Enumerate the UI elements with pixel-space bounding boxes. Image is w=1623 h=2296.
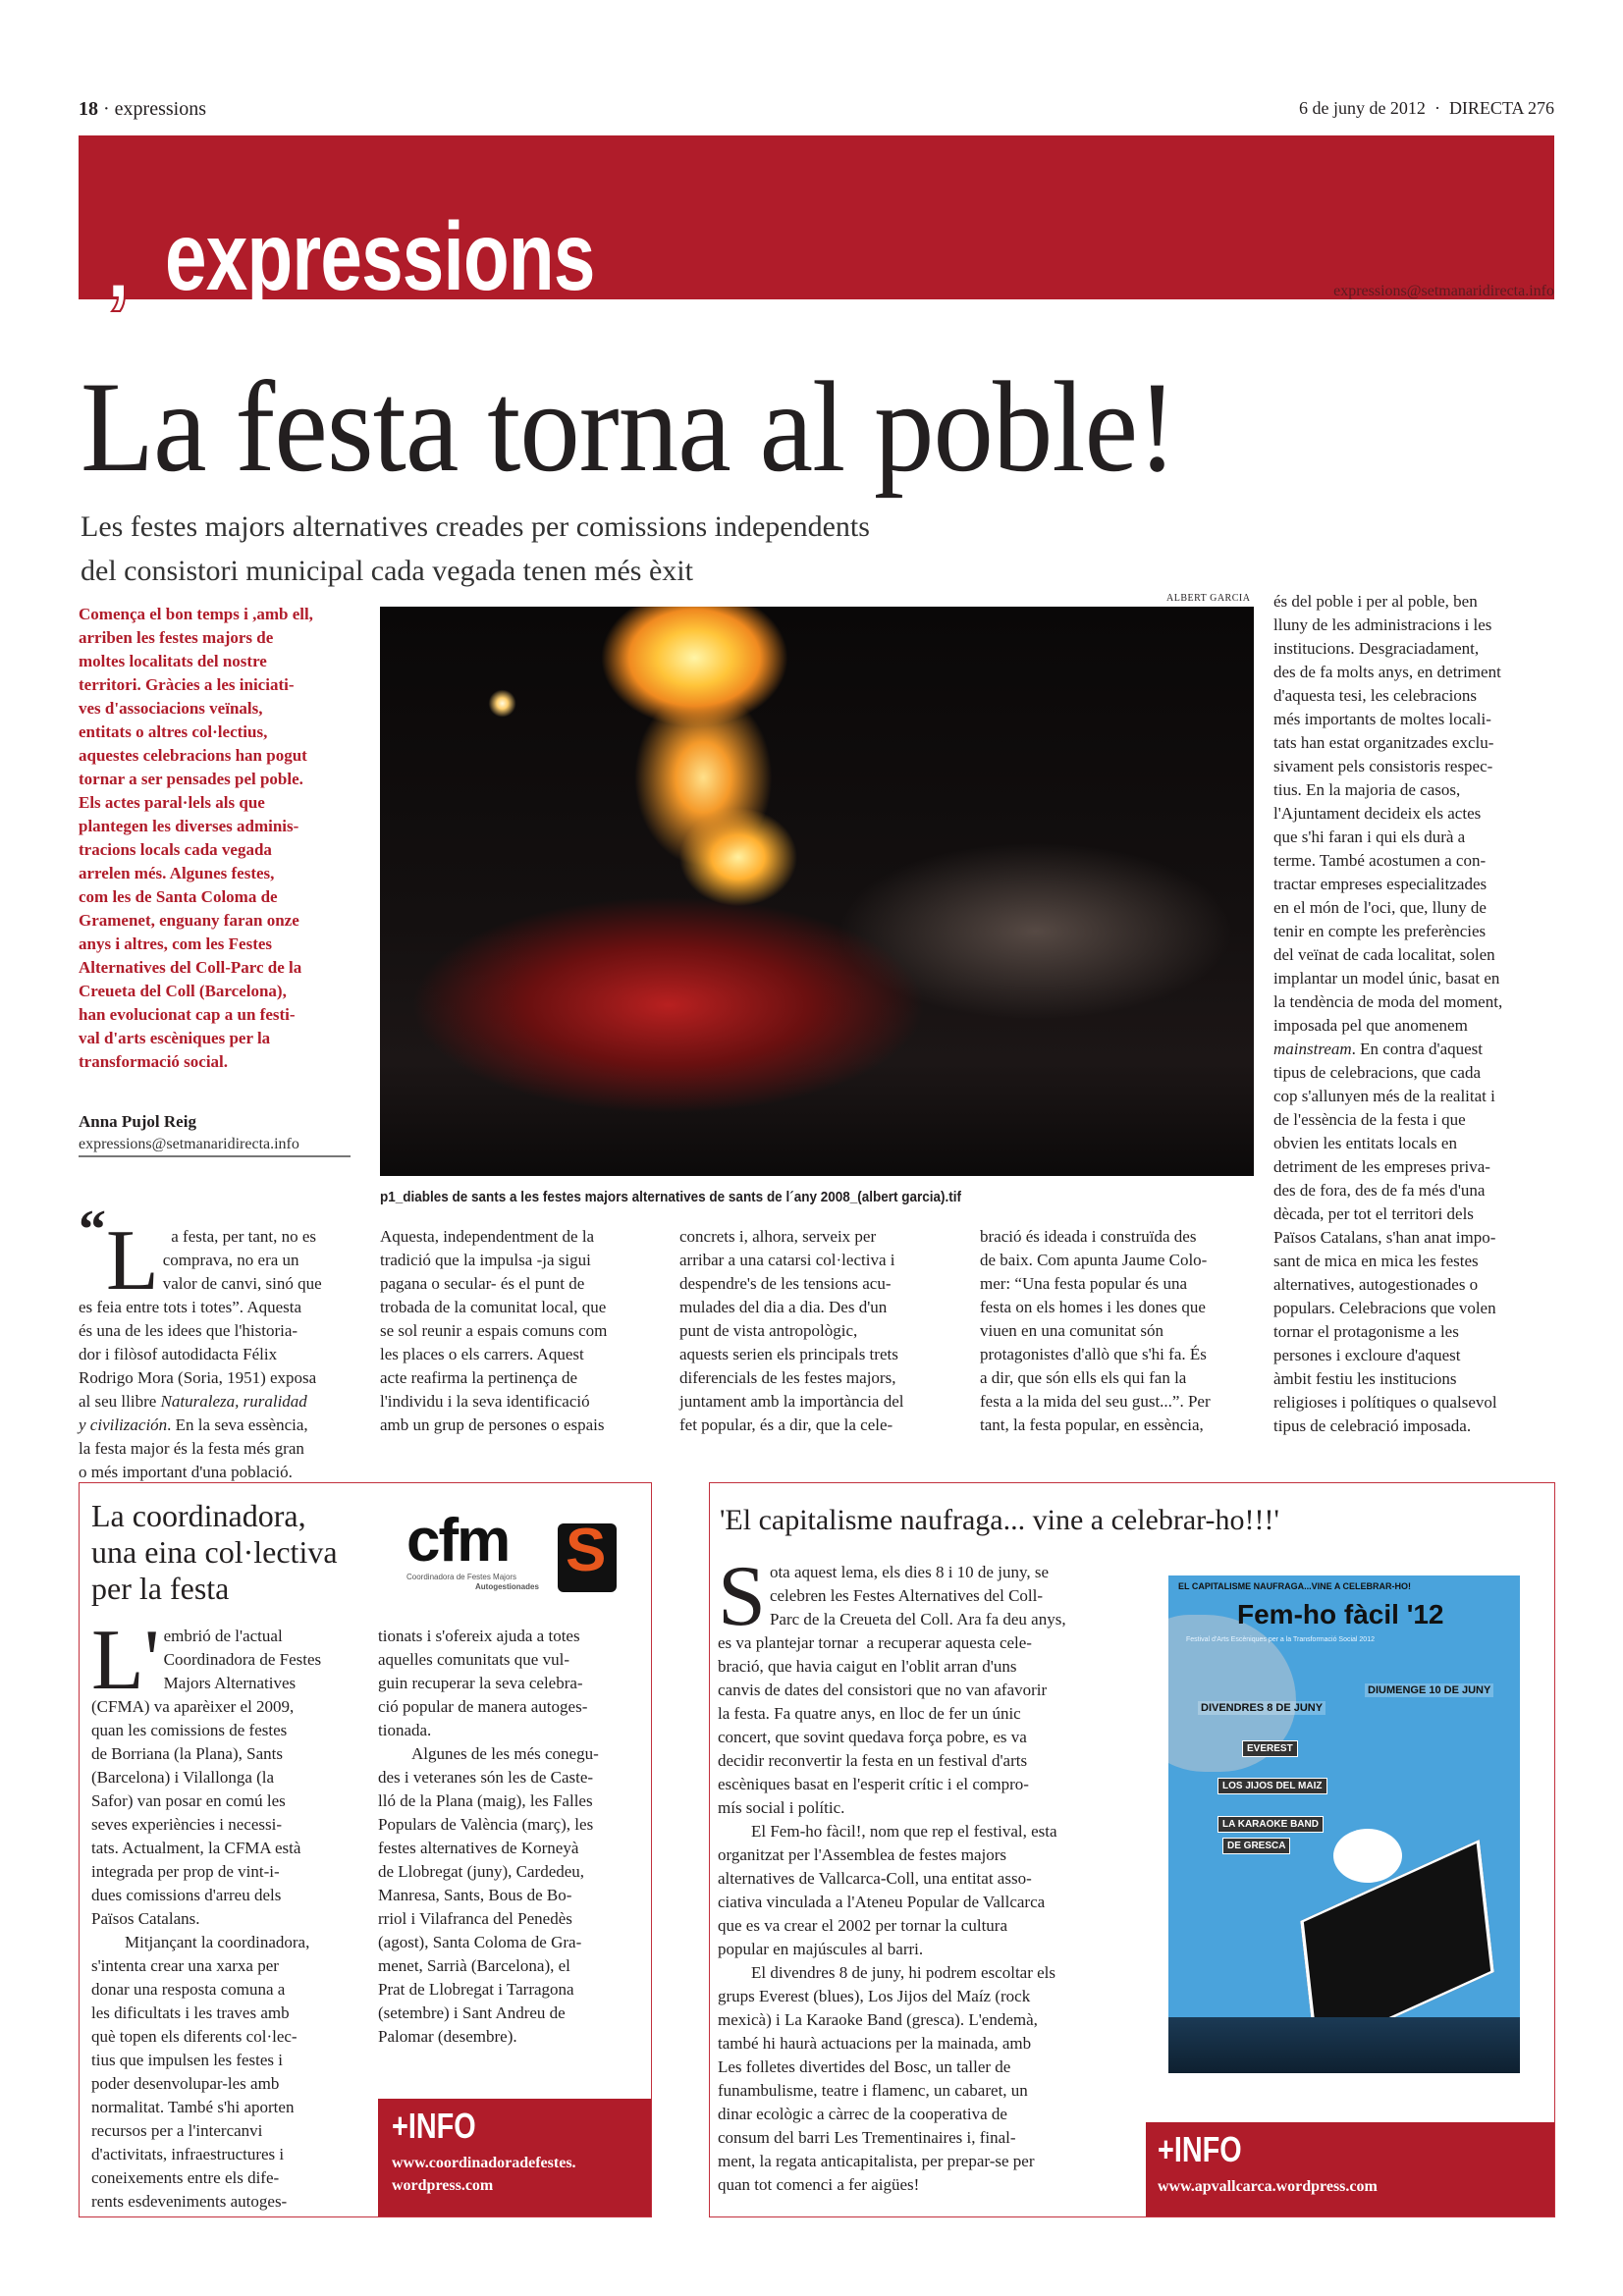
poster-subtitle: Festival d'Arts Escèniques per a la Transformació Social 2012 <box>1186 1636 1375 1643</box>
logo-mark: cfm <box>406 1507 510 1575</box>
poster-band: LA KARAOKE BAND <box>1217 1816 1324 1833</box>
folio-bullet: · <box>1434 98 1440 118</box>
subtitle: Les festes majors alternatives creades per comissions independents del consistori municipal cada vegada tenen més èxit <box>81 510 870 587</box>
info-label: +INFO <box>1158 2129 1242 2169</box>
coordinadora-column-1 <box>91 1613 322 2214</box>
headline: La festa torna al poble! <box>81 354 1177 499</box>
right-column <box>1273 590 1502 1438</box>
coordinadora-text-1: embrió de l'actual Coordinadora de Festes Majors Alternatives (CFMA) va aparèixer el 2009, quan les comissions de festes de Borriana (la Plana), Sants (Barcelona) i Vilallonga (la Safor) van posar en comú les seves experiències i necessi- tats. Actualment, la CFMA està integrada per prop de vint-i- dues comissions d'arreu dels Països Catalans. Mitjançant la coordinadora, s'intenta crear una xarxa per donar una resposta comuna a les dificultats i les traves amb què topen els diferents col·lec- tius que impulsen les festes i poder desenvolupar-les amb normalitat. També s'hi aporten recursos per a l'intercanvi d'activitats, infraestructures i coneixements entre els dife- rents esdeveniments autoges- <box>91 1627 322 2211</box>
quote-mark: “ <box>79 1200 106 1260</box>
capitalisme-info-block <box>1146 2122 1554 2216</box>
main-photo <box>380 607 1254 1176</box>
capitalisme-body: ota aquest lema, els dies 8 i 10 de juny, se celebren les Festes Alternatives del Coll- Parc de la Creueta del Coll. Ara fa deu anys, es va plantejar tornar a recuperar aquesta cele- bració, que havia caigut en l'oblit arran d'uns canvis de dates del consistori que no van afavorir la festa. Fa quatre anys, en lloc de fer un únic concert, que sovint quedava força pobre, es va decidir reconvertir la festa en un festival d'arts escèniques basat en l'esperit crític i el compro- mís social i polític. El Fem-ho fàcil!, nom que rep el festival, esta organitzat per l'Assemblea de festes majors alternatives de Vallcarca-Coll, una entitat asso- ciativa vinculada a l'Ateneu Popular de Vallcarca que es va crear el 2002 per tornar la cultura popular en majúscules al barri. El divendres 8 de juny, hi podrem escoltar els grups Everest (blues), Los Jijos del Maíz (rock mexicà) i La Karaoke Band (gresca). L'endemà, també hi haurà actuacions per la mainada, amb Les folletes divertides del Bosc, un taller de funambulisme, teatre i flamenc, un cabaret, un dinar ecològic a càrrec de la cooperativa de consum del barri Les Trementinaires i, final- ment, la regata anticapitalista, per prepar-se per quan tot comenci a fer aigües! <box>718 1563 1066 2194</box>
quote-text-1: a festa, per tant, no es comprava, no era un valor de canvi, sinó que es feia entre tots i totes”. Aquesta és una de les idees que l'historia- dor i filòsof autodidacta Félix Rodrigo Mora (Soria, 1951) exposa al seu llibre <box>79 1227 322 1411</box>
body-column-1: Aquesta, independentment de la tradició que la impulsa -ja sigui pagana o secular- és el punt de trobada de la comunitat local, que se sol reunir a espais comuns com les places o els carrers. Aquest acte reafirma la pertinença de l'individu i la seva identificació amb un grup de persones o espais <box>380 1227 608 1434</box>
right-column-text-1: és del poble i per al poble, ben lluny de les administracions i les institucions. Desgraciadament, des de fa molts anys, en detriment d'aquesta tesi, les celebracions més importants de moltes locali- tats han estat organitzades exclu- sivament pels consistoris respec- tius. En la majoria de casos, l'Ajuntament decideix els actes que s'hi faran i qui els durà a terme. També acostumen a con- tractar empreses especialitzades en el món de l'oci, que, lluny de tenir en compte les preferències del veïnat de cada localitat, solen implantar un model únic, basat en la tendència de moda del moment, imposada pel que anomenem <box>1273 592 1503 1035</box>
poster-speech-bubble <box>1333 1829 1402 1883</box>
right-column-text-2: . En contra d'aquest tipus de celebracions, que cada cop s'allunyen més de la realitat i de l'essència de la festa i que obvien les entitats locals en detriment de les empreses priva- des de fora, des de fa més d'una dècada, per tot el territori dels Països Catalans, s'han anat impo- sant de mica en mica les festes alternatives, autogestionades o populars. Celebracions que volen tornar el protagonisme a les persones i excloure d'aquest àmbit festiu les institucions religioses i polítiques o qualsevol tipus de celebració imposada. <box>1273 1040 1497 1435</box>
author-name: Anna Pujol Reig <box>79 1112 196 1131</box>
info-label: +INFO <box>392 2106 476 2146</box>
apvallcarca-url-link[interactable]: www.apvallcarca.wordpress.com <box>1158 2178 1378 2195</box>
mainstream-term: mainstream <box>1273 1040 1352 1058</box>
issue-number: DIRECTA 276 <box>1448 98 1554 118</box>
capitalisme-drop-cap: S <box>718 1549 766 1644</box>
book-title: Naturaleza, ruralidad y civilización <box>79 1392 307 1434</box>
poster-title: Fem-ho fàcil '12 <box>1237 1599 1444 1629</box>
quote-text-2: . En la seva essència, la festa major és la festa més gran o més important d'una població. <box>79 1415 308 1481</box>
folio-left <box>79 98 206 121</box>
photo-credit: ALBERT GARCIA <box>1166 593 1251 604</box>
coordinadora-drop-cap: L' <box>91 1613 160 1708</box>
poster-day-2: DIUMENGE 10 DE JUNY <box>1365 1683 1493 1697</box>
body-column-2: concrets i, alhora, serveix per arribar a una catarsi col·lectiva i despendre's de les tensions acu- mulades del dia a dia. Des d'un punt de vista antropològic, aquests serien els principals trets diferencials de les festes majors, juntament amb la importància del fet popular, és a dir, que la cele- <box>679 1227 904 1434</box>
logo-line-2: Autogestionades <box>475 1582 539 1591</box>
folio-separator: · <box>103 98 110 120</box>
issue-date: 6 de juny de 2012 <box>1298 98 1426 118</box>
coordinadora-title: La coordinadora, una eina col·lectiva per la festa <box>91 1498 338 1606</box>
logo-s: S <box>566 1517 607 1584</box>
poster-day-1: DIVENDRES 8 DE JUNY <box>1198 1701 1325 1715</box>
logo-flame-icon <box>558 1517 617 1592</box>
poster-band: EVEREST <box>1242 1740 1298 1757</box>
poster-sea <box>1168 2017 1520 2073</box>
coordinadora-url-link[interactable]: www.coordinadoradefestes. wordpress.com <box>392 2155 576 2194</box>
page-number: 18 <box>79 98 98 120</box>
quote-column <box>79 1178 363 1484</box>
poster-band: DE GRESCA <box>1222 1838 1290 1854</box>
poster-top-line: EL CAPITALISME NAUFRAGA...VINE A CELEBRAR-HO! <box>1178 1581 1412 1591</box>
poster-band: LOS JIJOS DEL MAIZ <box>1217 1778 1327 1794</box>
section-email[interactable]: expressions@setmanaridirecta.info <box>1333 283 1554 299</box>
coordinadora-column-2: tionats i s'ofereix ajuda a totes aquelles comunitats que vul- guin recuperar la seva celebra- ció popular de manera autoges- tionada. Algunes de les més conegu- des i veteranes són les de Caste- lló de la Plana (maig), les Falles Populars de València (març), les festes alternatives de Korneyà de Llobregat (juny), Cardedeu, Manresa, Sants, Bous de Bo- rriol i Vilafranca del Penedès (agost), Santa Coloma de Gra- menet, Sarrià (Barcelona), el Prat de Llobregat i Tarragona (setembre) i Sant Andreu de Palomar (desembre). <box>378 1627 599 2046</box>
author-email[interactable]: expressions@setmanaridirecta.info <box>79 1136 351 1157</box>
section-title: expressions <box>165 202 595 310</box>
capitalisme-title: 'El capitalisme naufraga... vine a celebrar-ho!!!' <box>720 1504 1279 1536</box>
logo-line-1: Coordinadora de Festes Majors <box>406 1573 517 1581</box>
coordinadora-info-block <box>378 2099 651 2216</box>
photo-caption: p1_diables de sants a les festes majors alternatives de sants de l´any 2008_(albert garcia).tif <box>380 1189 962 1205</box>
section-comma: , <box>106 219 132 317</box>
folio-right <box>1299 98 1554 119</box>
folio-section: expressions <box>114 98 206 120</box>
body-column-3: bració és ideada i construïda des de baix. Com apunta Jaume Colo- mer: “Una festa popular és una festa on els homes i les dones que viuen en una comunitat són protagonistes d'allò que s'hi fa. És a dir, que són ells els qui fan la festa a la mida del seu gust...”. Per tant, la festa popular, en essència, <box>980 1227 1211 1434</box>
festival-poster <box>1168 1575 1520 2073</box>
drop-cap: L <box>106 1213 159 1308</box>
logo-subtitle <box>406 1573 539 1592</box>
cfms-logo <box>401 1507 622 1605</box>
intro-text: Comença el bon temps i ,amb ell, arriben les festes majors de moltes localitats del nostre territori. Gràcies a les iniciati- ves d'associacions veïnals, entitats o altres col·lectius, aquestes celebracions han pogut tornar a ser pensades pel poble. Els actes paral·lels als que plantegen les diverses adminis- tracions locals cada vegada arrelen més. Algunes festes, com les de Santa Coloma de Gramenet, enguany faran onze anys i altres, com les Festes Alternatives del Coll-Parc de la Creueta del Coll (Barcelona), han evolucionat cap a un festi- val d'arts escèniques per la transformació social. <box>79 605 313 1071</box>
capitalisme-text <box>718 1549 1066 2197</box>
